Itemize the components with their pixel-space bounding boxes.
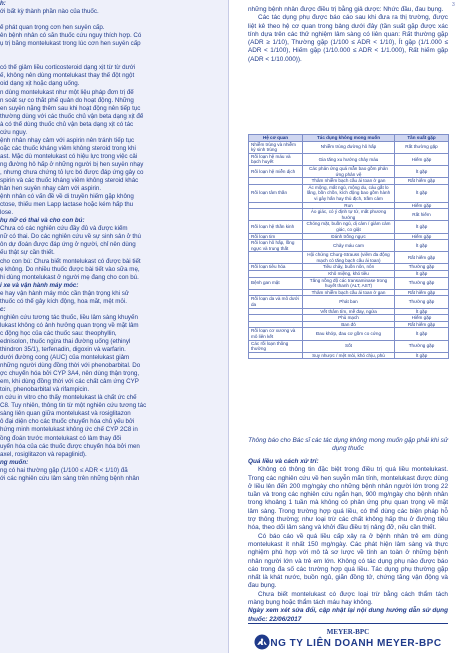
left-text-line: , nhưng chưa chứng tỏ lực bó được đáp ứng gây co bbox=[0, 168, 144, 176]
effect-cell: Ban đỏ bbox=[303, 321, 395, 328]
left-text-line: ể phát quan trọng cơn hen suyễn cấp. bbox=[0, 24, 105, 32]
left-text-line: i xe và vận hành máy móc: bbox=[0, 281, 79, 289]
left-text-line: en suyễn nặng thêm sau khi hoạt động nên tiếp tục bbox=[0, 104, 141, 112]
left-text-line: ế, không nên dùng montelukast thay thế đột ngột bbox=[0, 72, 135, 80]
frequency-cell: Ít gặp bbox=[395, 184, 449, 202]
table-row bbox=[249, 289, 449, 296]
left-text-line: cứu nguy. bbox=[0, 128, 28, 136]
left-text-line: oặc các thuốc kháng viêm không steroid trong khi bbox=[0, 144, 136, 152]
table-row bbox=[249, 153, 449, 165]
organ-cell bbox=[249, 315, 303, 322]
organ-cell bbox=[249, 209, 303, 221]
revision-date: Ngày xem xét sửa đổi, cập nhật lại nội dung hướng dẫn sử dụng thuốc: 22/06/2017 bbox=[248, 607, 448, 623]
frequency-cell: Thường gặp bbox=[395, 296, 449, 308]
left-text-line: ên bệnh nhân có sẵn thuốc cứu nguy thích hợp. Có bbox=[0, 32, 142, 40]
left-text-line: toin, phenobarbital và rifampicin. bbox=[0, 386, 90, 394]
overdose-paragraph-2: Có báo cáo về quá liều cấp xảy ra ở bệnh nhân trẻ em dùng montelukast ít nhất 150 mg/ngày. Các phát hiện lâm sàng và thực nghiệm phù hợp với mô tả sơ lược về tính an toàn ở những bệnh nhân người lớn và trẻ em lớn. Không có tác dụng phụ nào được báo cáo trong đa số các trường hợp quá liều. Tác dụng phụ thường gặp nhất là khát nước, buồn ngủ, giãn đồng tử, chứng tăng vận động và đau bụng. bbox=[248, 532, 448, 590]
frequency-cell: Ít gặp bbox=[395, 221, 449, 233]
organ-cell bbox=[249, 271, 303, 278]
left-text-line: có thể giảm liều corticosteroid dạng xịt từ từ dưới bbox=[0, 64, 136, 72]
organ-cell bbox=[249, 352, 303, 359]
left-text-line: dưới đường cong (AUC) của montelukast giảm bbox=[0, 354, 130, 362]
col-header-frequency: Tần suất gặp bbox=[395, 135, 449, 142]
table-row bbox=[249, 277, 449, 289]
organ-cell: Rối loạn tim bbox=[249, 233, 303, 240]
effect-cell: Chảy máu cam bbox=[303, 240, 395, 252]
organ-cell: Rối loạn hệ thần kinh bbox=[249, 221, 303, 233]
left-text-line: em, khi dùng đồng thời với các chất cảm ứng CYP bbox=[0, 378, 139, 386]
left-text-line: ới các nghiên cứu lâm sàng trên những bệnh nhân bbox=[0, 474, 140, 482]
table-row bbox=[249, 202, 449, 209]
left-text-line: ồng đoán trước montelukast có làm thay đổi bbox=[0, 434, 122, 442]
frequency-cell: Rất hiếm gặp bbox=[395, 321, 449, 328]
left-text-line: sàng liên quan giữa montelukast và rosiglitazon bbox=[0, 410, 131, 418]
overdose-paragraph-1: Không có thông tin đặc biệt trong điều trị quá liều montelukast. Trong các nghiên cứu về hen suyễn mãn tính, montelukast được dùng ở liều lên đến 200 mg/ngày cho những bệnh nhân người lớn trong 22 tuần và trong các nghiên cứu ngắn hạn, 900 mg/ngày cho bệnh nhân trong khoảng 1 tuần mà không có phản ứng phụ quan trọng về mặt lâm sàng. Trong trường hợp quá liều, có thể dùng các biện pháp hỗ trợ thông thường; như loại trừ các chất không hấp thu ở đường tiêu hóa, theo dõi lâm sàng và khởi đầu điều trị nâng đỡ, nếu cần thiết. bbox=[248, 466, 448, 532]
effect-cell: Nhiễm trùng đường hô hấp bbox=[303, 141, 395, 153]
table-row bbox=[249, 352, 449, 359]
left-text-line: lose. bbox=[0, 209, 14, 217]
left-text-line: thindron 35/1), terfenadin, digoxin và warfarin. bbox=[0, 346, 126, 354]
effect-cell: Phát ban bbox=[303, 296, 395, 308]
organ-cell bbox=[249, 308, 303, 315]
frequency-cell: Ít gặp bbox=[395, 165, 449, 177]
organ-cell bbox=[249, 252, 303, 264]
left-text-line: uyển hóa của các thuốc được chuyển hóa bởi men bbox=[0, 442, 140, 450]
effect-cell: Run bbox=[303, 202, 395, 209]
page-number: 3 bbox=[452, 2, 455, 8]
left-text-line: ệnh nhân có vấn đề về di truyền hiếm gặp không bbox=[0, 193, 134, 201]
table-row bbox=[249, 340, 449, 352]
left-text-line: nữ có thai. Do các nghiên cứu về sự sinh sản ở thú bbox=[0, 233, 141, 241]
left-text-line: ẹ không. Do nhiều thuốc được bài tiết vào sữa mẹ, bbox=[0, 265, 140, 273]
left-text-line bbox=[0, 16, 228, 24]
left-text-line: ệnh nhân nhạy cảm với aspirin nên tránh tiếp tục bbox=[0, 136, 135, 144]
footer-company: CÔNG TY LIÊN DOANH MEYER-BPC bbox=[254, 638, 442, 649]
effect-cell: Ảo giác, có ý định tự tử, mất phương hướng bbox=[303, 209, 395, 221]
organ-cell bbox=[249, 178, 303, 185]
right-column bbox=[248, 0, 460, 653]
frequency-cell: Ít gặp bbox=[395, 308, 449, 315]
overdose-heading: Quá liều và cách xử trí: bbox=[248, 458, 319, 465]
frequency-cell: Hiếm gặp bbox=[395, 233, 449, 240]
frequency-cell: Ít gặp bbox=[395, 352, 449, 359]
table-row bbox=[249, 178, 449, 185]
left-text-line: thuốc có thể gây kích động, hoa mắt, mệt mỏi. bbox=[0, 297, 127, 305]
frequency-cell: Ít gặp bbox=[395, 240, 449, 252]
footer-brand: MEYER-BPC bbox=[326, 628, 370, 636]
table-row bbox=[249, 315, 449, 322]
left-text-line: ợc chuyển hóa bởi CYP 3A4, nên dùng thận trọng, bbox=[0, 370, 140, 378]
organ-cell: Bệnh gan mật bbox=[249, 277, 303, 289]
left-text-line: n dùng montelukast như một liệu pháp đơn trị để bbox=[0, 88, 134, 96]
table-row bbox=[249, 184, 449, 202]
left-text-line: h: bbox=[0, 0, 6, 7]
table-row bbox=[249, 141, 449, 153]
left-text-line: C8. Tuy nhiên, thông tin từ một nghiên cứu tương tác bbox=[0, 402, 147, 410]
left-text-line: cho con bú: Chưa biết montelukast có được bài tiết bbox=[0, 257, 141, 265]
table-row bbox=[249, 308, 449, 315]
organ-cell: Nhiễm trùng và nhiễm ký sinh trùng bbox=[249, 141, 303, 153]
left-text-line bbox=[0, 56, 228, 64]
left-text-line: ctose, thiếu men Lapp lactase hoặc kém hấp thu bbox=[0, 201, 134, 209]
effect-cell: Đánh trống ngực bbox=[303, 233, 395, 240]
intro-paragraph-2: Các tác dụng phụ được báo cáo sau khi đưa ra thị trường, được liệt kê theo hệ cơ quan trong bảng dưới đây (tần suất gặp được xác tính dựa trên các thử nghiệm lâm sàng có liên quan: Rất thường gặp (ADR ≥ 1/10), Thường gặp (1/100 ≤ ADR < 1/10), Ít gặp (1/1.000 ≤ ADR < 1/100), Hiếm gặp (1/10.000 ≤ ADR < 1/1.000), Rất hiếm gặp (ADR < 1/10.000)). bbox=[248, 14, 448, 63]
left-text-line: c: bbox=[0, 305, 6, 313]
left-text-line: thường dùng với các thuốc chủ vận beta dạng xịt để bbox=[0, 112, 144, 120]
effect-cell: Các phản ứng quá mẫn bao gồm phản ứng phản vệ bbox=[303, 165, 395, 177]
effect-cell: Thâm nhiễm bạch cầu ái toan ở gan bbox=[303, 289, 395, 296]
organ-cell: Rối loạn da và mô dưới da bbox=[249, 296, 303, 308]
organ-cell: Rối loạn tâm thần bbox=[249, 184, 303, 202]
frequency-cell: Rất hiếm gặp bbox=[395, 252, 449, 264]
frequency-cell: Rất hiếm bbox=[395, 209, 449, 221]
col-header-organ: Hệ cơ quan bbox=[249, 135, 303, 142]
left-text-line: axel, rosiglitazon và repaglinid). bbox=[0, 450, 87, 458]
effect-cell: Gia tăng xu hướng chảy máu bbox=[303, 153, 395, 165]
col-header-effect: Tác dụng không mong muốn bbox=[303, 135, 395, 142]
effect-cell: Đau khớp, đau cơ gồm co cứng bbox=[303, 328, 395, 340]
left-text-line: ng có hai thường gặp (1/100 ≤ ADR < 1/10) đã bbox=[0, 466, 128, 474]
left-text-line: lukast không có ảnh hưởng quan trọng về mặt lâm bbox=[0, 321, 139, 329]
left-text-line: spirin và các thuốc kháng viêm không steroid khác bbox=[0, 177, 139, 185]
left-text-line: ast. Mặc dù montelukast có hiệu lực trong việc cải bbox=[0, 152, 138, 160]
organ-cell bbox=[249, 202, 303, 209]
left-text-line: ụ trị bằng montelukast trong lúc cơn hen suyễn cấp bbox=[0, 40, 141, 48]
effect-cell: Vết thâm tím, mề đay, ngứa bbox=[303, 308, 395, 315]
frequency-cell: Ít gặp bbox=[395, 271, 449, 278]
intro-paragraph-1: những bệnh nhân được điều trị bằng giả dược: Nhức đầu, đau bụng. bbox=[248, 6, 444, 13]
effect-cell: Hội chứng Churg-Strauss (viêm đa động mạch có tăng bạch cầu ái toan) bbox=[303, 252, 395, 264]
organ-cell bbox=[249, 321, 303, 328]
left-text-line: ôn dự đoán được đáp ứng ở người, chỉ nên dùng bbox=[0, 241, 136, 249]
organ-cell: Rối loạn tiêu hóa bbox=[249, 264, 303, 271]
table-caption: Thông báo cho Bác sĩ các tác dụng không mong muốn gặp phải khi sử dụng thuốc bbox=[248, 437, 448, 453]
left-text-line: Chưa có các nghiên cứu đầy đủ và được kiểm bbox=[0, 225, 128, 233]
organ-cell bbox=[249, 289, 303, 296]
table-row bbox=[249, 221, 449, 233]
frequency-cell: Hiếm gặp bbox=[395, 315, 449, 322]
left-text-line: e hay vận hành máy móc cần thận trọng khi sử bbox=[0, 289, 129, 297]
left-text-line: hụ nữ có thai và cho con bú: bbox=[0, 217, 85, 225]
frequency-cell: Rất hiếm gặp bbox=[395, 289, 449, 296]
left-text-line: hứng minh montelukast không ức chế CYP 2C8 in bbox=[0, 426, 138, 434]
table-row bbox=[249, 271, 449, 278]
left-text-line: ng muốn: bbox=[0, 458, 29, 466]
company-footer bbox=[248, 623, 448, 654]
effect-cell: Chóng mặt, buồn ngủ, dị cảm / giảm cảm giác, co giật bbox=[303, 221, 395, 233]
effect-cell: Sốt bbox=[303, 340, 395, 352]
table-row bbox=[249, 296, 449, 308]
table-row bbox=[249, 264, 449, 271]
adverse-effects-table bbox=[248, 134, 449, 359]
frequency-cell: Hiếm gặp bbox=[395, 202, 449, 209]
frequency-cell: Rất thường gặp bbox=[395, 141, 449, 153]
frequency-cell: Thường gặp bbox=[395, 340, 449, 352]
table-header-row bbox=[249, 135, 449, 142]
table-row bbox=[249, 328, 449, 340]
frequency-cell: Rất hiếm gặp bbox=[395, 178, 449, 185]
left-text-line: à có thể dùng thuốc chủ vận beta dạng xịt có tác bbox=[0, 120, 134, 128]
left-column-text bbox=[0, 0, 228, 483]
left-text-line: ếu thật sự cần thiết. bbox=[0, 249, 55, 257]
table-row bbox=[249, 165, 449, 177]
organ-cell: Các rối loạn thông thường bbox=[249, 340, 303, 352]
frequency-cell: Ít gặp bbox=[395, 328, 449, 340]
overdose-section bbox=[248, 458, 448, 624]
frequency-cell: Thường gặp bbox=[395, 264, 449, 271]
organ-cell: Rối loạn cơ xương và mô liên kết bbox=[249, 328, 303, 340]
organ-cell: Rối loạn hệ máu và bạch huyết bbox=[249, 153, 303, 165]
frequency-cell: Hiếm gặp bbox=[395, 153, 449, 165]
left-text-line: ới bất kỳ thành phần nào của thuốc. bbox=[0, 8, 99, 16]
left-text-line bbox=[0, 48, 228, 56]
previous-page-column bbox=[0, 0, 228, 653]
table-row bbox=[249, 321, 449, 328]
left-text-line: n soát sự co thắt phế quản do hoạt động. Những bbox=[0, 96, 134, 104]
effect-cell: Ác mộng, mất ngủ, mộng du, cáu gắt lo lắng, bồn chồn, kích động bao gồm hành vi gây hấn hay thù địch, trầm cảm bbox=[303, 184, 395, 202]
effect-cell: Tăng nồng độ các transaminase trong huyết thanh (ALT, AST) bbox=[303, 277, 395, 289]
left-text-line: ednisolon, thuốc ngừa thai đường uống (ethinyl bbox=[0, 337, 131, 345]
left-text-line: nghiên cứu tương tác thuốc, liều lâm sàng khuyến bbox=[0, 313, 138, 321]
left-text-line: những người dùng đồng thời với phenobarbital. Do bbox=[0, 362, 141, 370]
table-row bbox=[249, 240, 449, 252]
left-text-line: hi dùng montelukast ở người mẹ đang cho con bú. bbox=[0, 273, 139, 281]
left-text-line: n cứu in vitro cho thấy montelukast là chất ức chế bbox=[0, 394, 137, 402]
effect-cell: Thâm nhiễm bạch cầu ái toan ở gan bbox=[303, 178, 395, 185]
table-row bbox=[249, 209, 449, 221]
left-text-line: oid dạng xịt hoặc dạng uống. bbox=[0, 80, 80, 88]
effect-cell: Suy nhược / mệt mỏi, khó chịu, phù bbox=[303, 352, 395, 359]
effect-cell: Tiêu chảy, buồn nôn, nôn bbox=[303, 264, 395, 271]
overdose-paragraph-3: Chưa biết montelukast có được loại trừ bằng cách thẩm tách màng bụng hoặc thẩm tách máu hay không. bbox=[248, 590, 448, 607]
left-text-line: ô đại diện cho các thuốc chuyển hóa chủ yếu bởi bbox=[0, 418, 135, 426]
organ-cell: Rối loạn hô hấp, lồng ngực và trung thất bbox=[249, 240, 303, 252]
table-row bbox=[249, 252, 449, 264]
table-row bbox=[249, 233, 449, 240]
frequency-cell: Thường gặp bbox=[395, 277, 449, 289]
organ-cell: Rối loạn hệ miễn dịch bbox=[249, 165, 303, 177]
left-text-line: c động học của các thuốc sau: theophyllin, bbox=[0, 329, 117, 337]
effect-cell: Phù mạch bbox=[303, 315, 395, 322]
column-divider bbox=[228, 0, 229, 653]
effect-cell: Khô miệng, khó tiêu bbox=[303, 271, 395, 278]
left-text-line: hân hen suyễn nhạy cảm với aspirin. bbox=[0, 185, 102, 193]
left-text-line: ng đường hô hấp ở những người bị hen suyễn nhạy bbox=[0, 160, 144, 168]
adverse-intro bbox=[248, 6, 448, 64]
